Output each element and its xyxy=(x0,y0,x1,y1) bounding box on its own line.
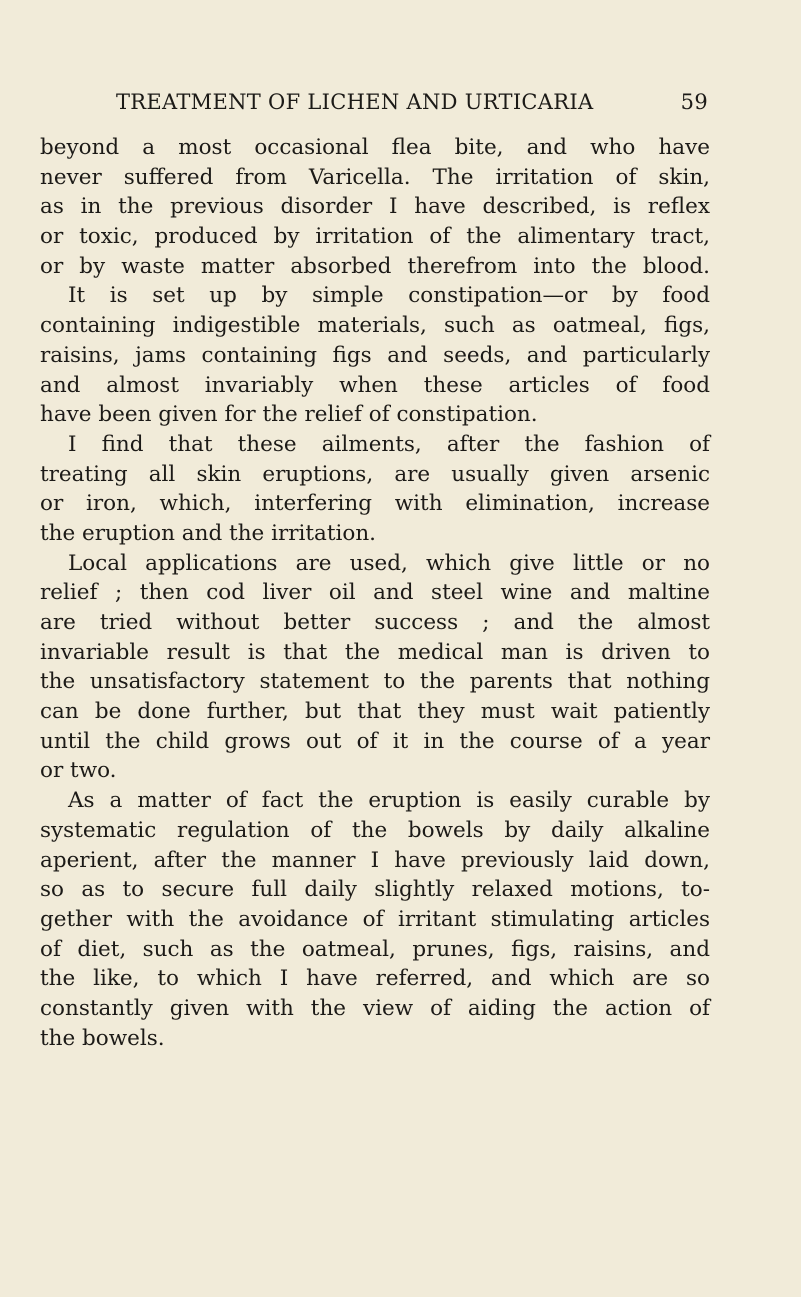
body-text xyxy=(40,133,710,1053)
text-line: raisins, jams containing figs and seeds, and particularly xyxy=(40,342,710,368)
text-line: the like, to which I have referred, and which are so xyxy=(40,966,710,992)
text-line: treating all skin eruptions, are usually given arsenic xyxy=(40,461,710,487)
text-line: I find that these ailments, after the fashion of xyxy=(68,431,710,457)
text-line: systematic regulation of the bowels by daily alkaline xyxy=(40,817,710,843)
text-line: beyond a most occasional flea bite, and who have xyxy=(40,135,710,160)
text-line: relief ; then cod liver oil and steel wine and maltine xyxy=(40,580,710,606)
text-line: gether with the avoidance of irritant stimulating articles xyxy=(40,906,710,932)
text-line: so as to secure full daily slightly relaxed motions, to- xyxy=(40,877,710,903)
text-line: can be done further, but that they must wait patiently xyxy=(40,699,710,725)
text-line: have been given for the relief of constipation. xyxy=(40,402,538,428)
text-line: until the child grows out of it in the course of a year xyxy=(40,728,710,754)
running-header xyxy=(116,90,708,120)
text-line: or toxic, produced by irritation of the alimentary tract, xyxy=(40,224,710,250)
text-line: of diet, such as the oatmeal, prunes, figs, raisins, and xyxy=(40,936,710,962)
page-number: 59 xyxy=(680,90,708,114)
text-line: aperient, after the manner I have previously laid down, xyxy=(40,847,710,873)
text-line: the eruption and the irritation. xyxy=(40,520,377,546)
text-line: the unsatisfactory statement to the parents that nothing xyxy=(40,669,710,695)
text-line: As a matter of fact the eruption is easily curable by xyxy=(68,788,710,814)
text-line: Local applications are used, which give little or no xyxy=(68,550,710,576)
running-title: TREATMENT OF LICHEN AND URTICARIA xyxy=(116,90,594,114)
text-line: as in the previous disorder I have described, is reflex xyxy=(40,194,710,220)
text-line: containing indigestible materials, such as oatmeal, figs, xyxy=(40,313,710,339)
text-line: or two. xyxy=(40,758,117,784)
text-line: and almost invariably when these articles of food xyxy=(40,372,710,398)
text-line: never suffered from Varicella. The irritation of skin, xyxy=(40,164,710,190)
text-line: the bowels. xyxy=(40,1025,165,1051)
text-line: It is set up by simple constipation—or by food xyxy=(68,283,710,309)
text-line: or by waste matter absorbed therefrom into the blood. xyxy=(40,253,710,279)
text-line: constantly given with the view of aiding the action of xyxy=(40,995,710,1021)
text-line: invariable result is that the medical man is driven to xyxy=(40,639,710,665)
text-line: or iron, which, interfering with elimination, increase xyxy=(40,491,710,517)
text-line: are tried without better success ; and the almost xyxy=(40,610,710,635)
